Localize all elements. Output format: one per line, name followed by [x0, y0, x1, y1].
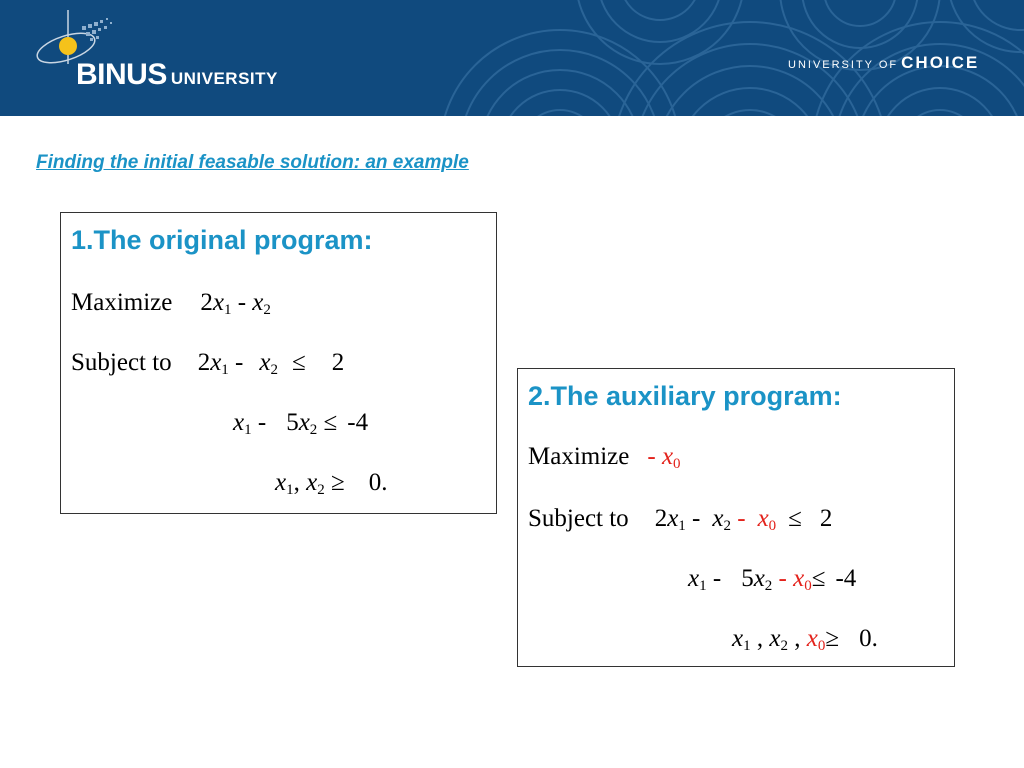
- tagline: [788, 53, 979, 73]
- original-nonnegativity: $x_1$, $x_2 \ge 0$.: [275, 469, 388, 498]
- slide-title: Finding the initial feasable solution: an example: [36, 152, 469, 173]
- tagline-choice: CHOICE: [901, 53, 980, 72]
- original-constraint-1: Subject to $2x_1 - x_2 \le 2$: [71, 349, 345, 378]
- original-program-heading: 1.The original program:: [71, 225, 373, 255]
- header-banner: [0, 0, 1024, 116]
- maximize-label: Maximize: [528, 443, 630, 470]
- logo-binus-text: BINUS: [76, 58, 167, 91]
- auxiliary-program-box: [517, 368, 955, 667]
- logo-university-text: UNIVERSITY: [170, 69, 278, 88]
- auxiliary-constraint-1: Subject to $2x_1 - x_2 - x_0 \le 2$: [528, 505, 833, 534]
- tagline-prefix: UNIVERSITY OF: [788, 59, 899, 71]
- subject-to-label: Subject to: [528, 505, 629, 532]
- original-objective: Maximize $2x_1 - x_2$: [71, 289, 271, 318]
- auxiliary-constraint-2: $x_1 - 5x_2 - x_0\le -4$: [688, 565, 857, 594]
- subject-to-label: Subject to: [71, 349, 172, 376]
- auxiliary-program-heading: 2.The auxiliary program:: [528, 381, 842, 411]
- logo-wordmark: [76, 58, 278, 92]
- maximize-label: Maximize: [71, 289, 173, 316]
- original-program-box: [60, 212, 497, 514]
- auxiliary-objective: Maximize - $x_0$: [528, 443, 681, 472]
- auxiliary-nonnegativity: $x_1$ , $x_2$ , $x_0\ge 0$.: [732, 625, 878, 654]
- original-constraint-2: $x_1 - 5x_2 \le -4$: [233, 409, 369, 438]
